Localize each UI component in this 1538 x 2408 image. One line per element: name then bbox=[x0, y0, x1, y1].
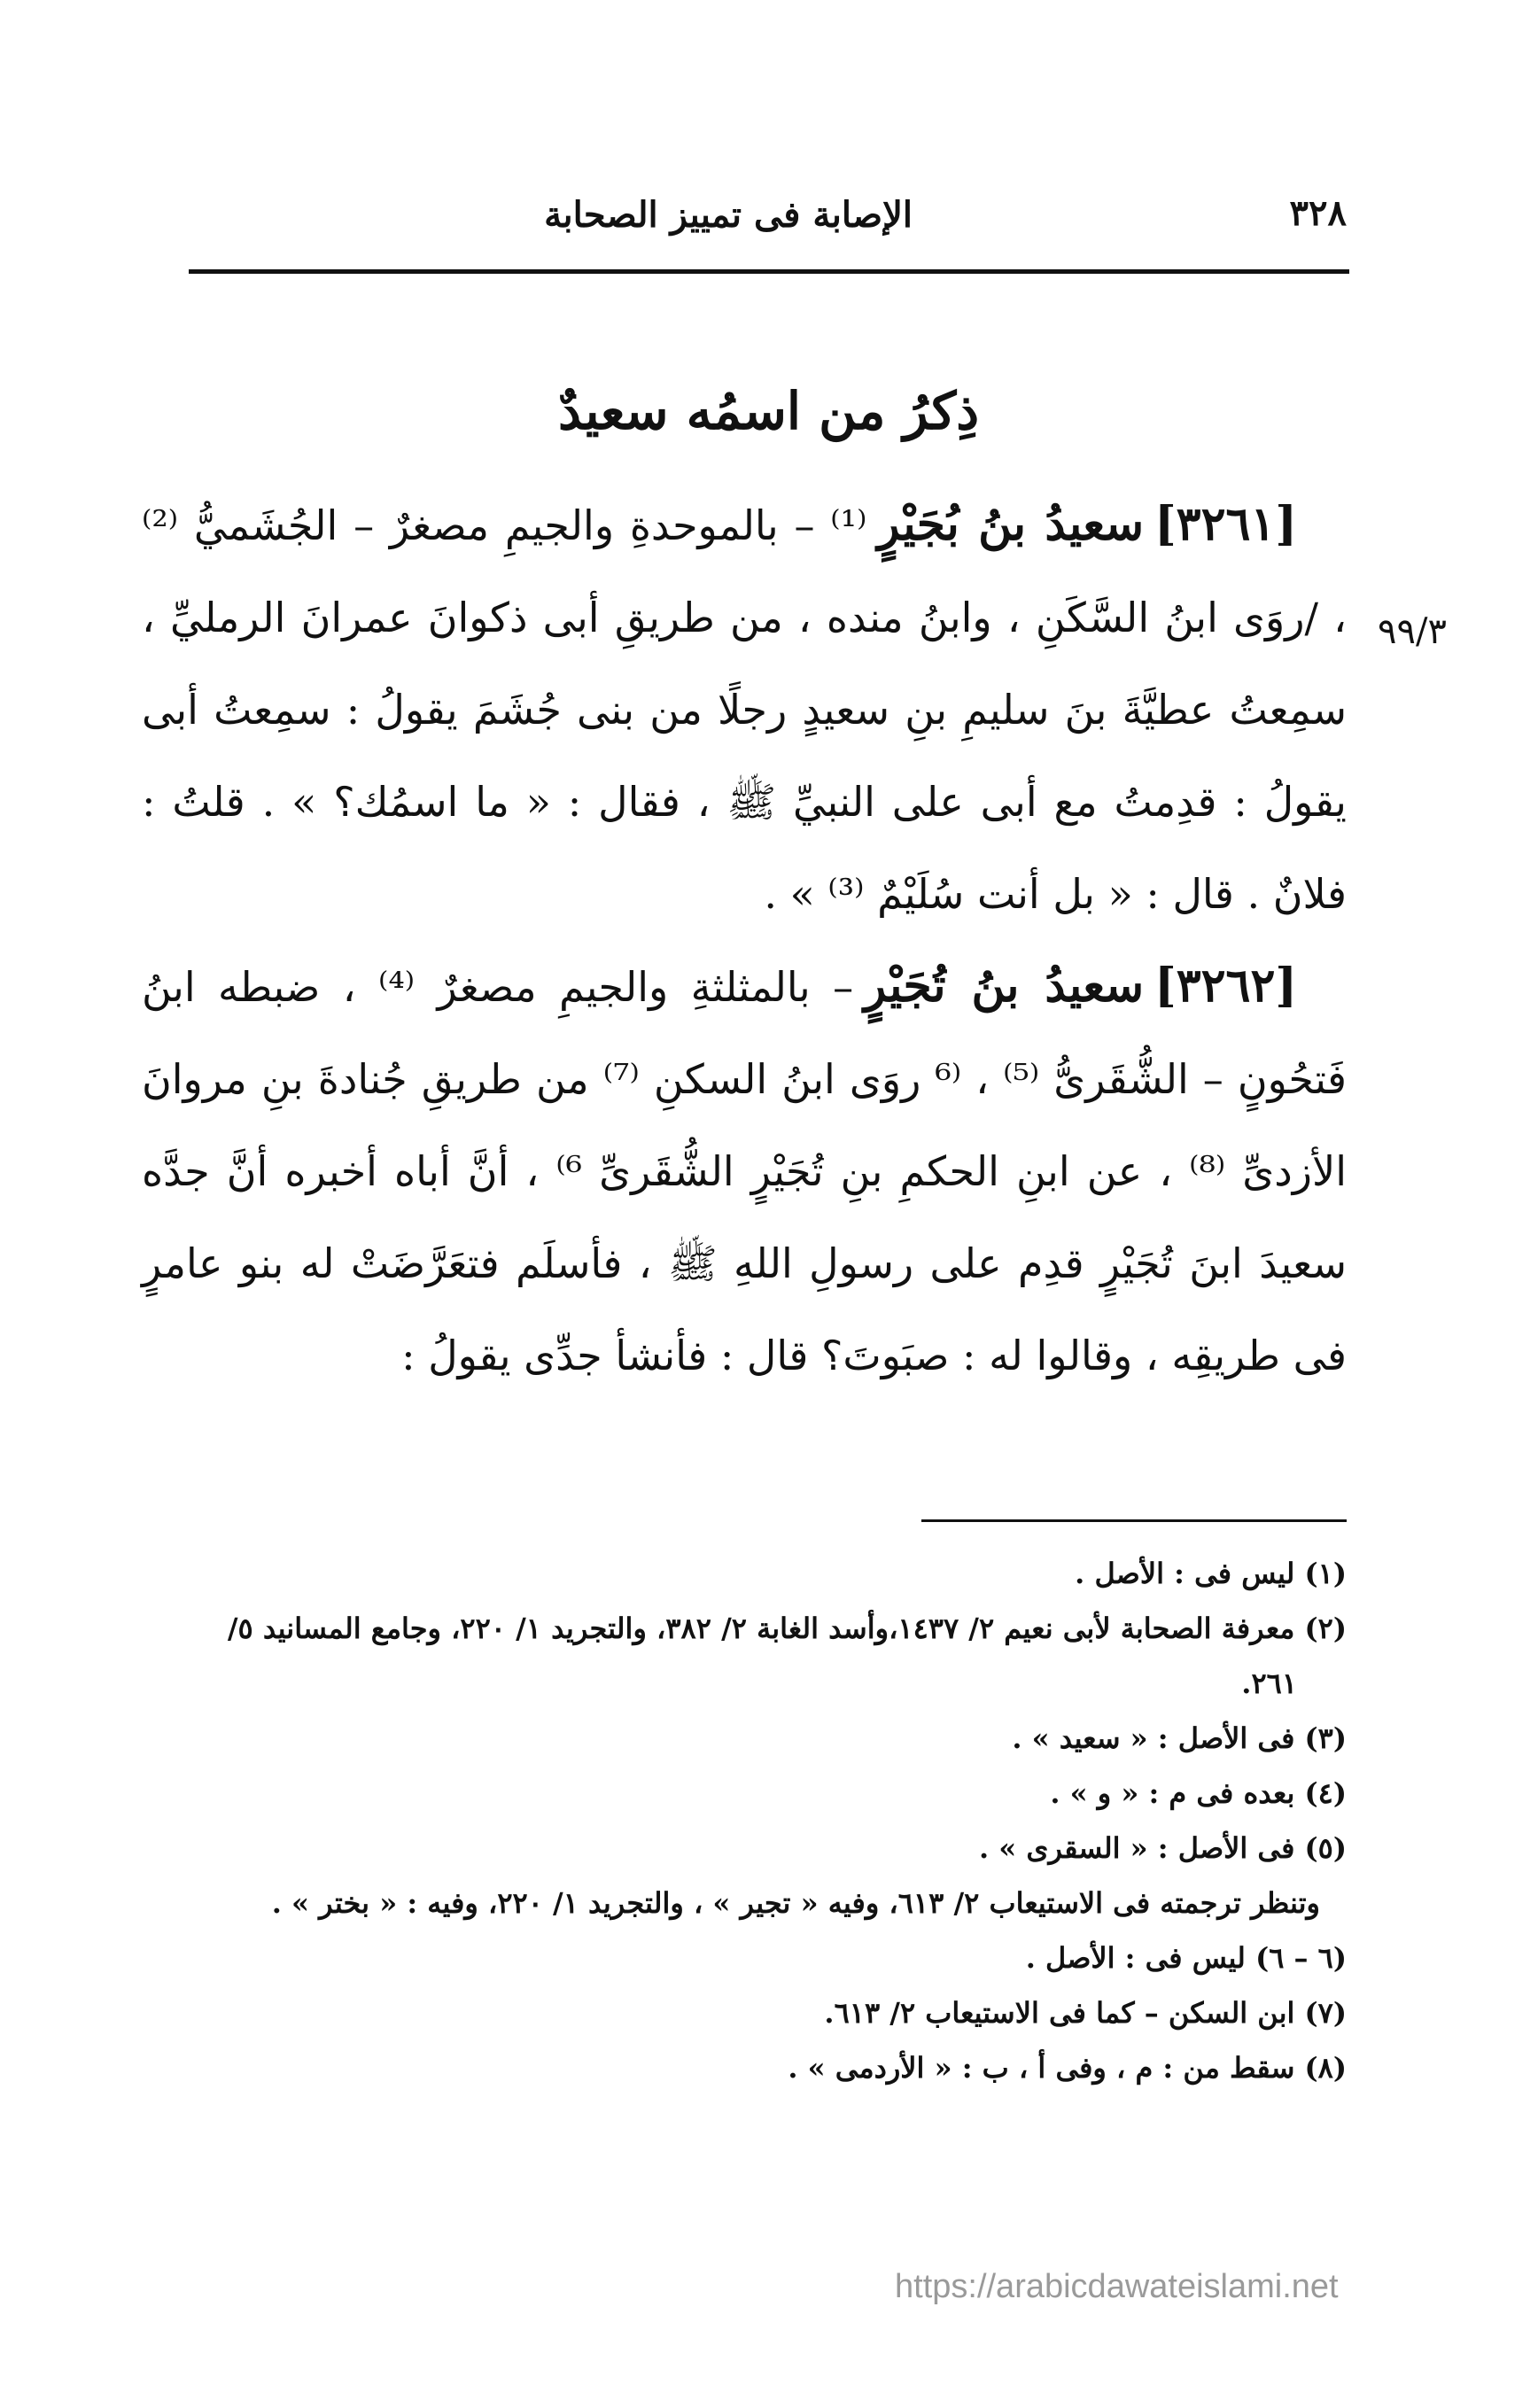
footnote: (٣) فى الأصل : « سعيد » . bbox=[1012, 1721, 1347, 1755]
footnote: (١) ليس فى : الأصل . bbox=[1075, 1557, 1347, 1590]
entry-text: ⁽¹⁾ – بالموحدةِ والجيمِ مصغرٌ – الجُشَميُّ ⁽²⁾ ، /روَى ابنُ السَّكَنِ ، وابنُ منده ، من طريقِ أبى ذكوانَ عمرانَ الرمليِّ ، سمِعتُ عطيَّةَ بنَ سليمِ بنِ سعيدٍ رجلًا من بنى جُشَمَ يقولُ : سمِعتُ أبى يقولُ : قدِمتُ مع أبى على النبيِّ ﷺ ، فقال : « ما اسمُك؟ » . قلتُ : فلانٌ . قال : « بل أنت سُلَيْمٌ ⁽³⁾ » . bbox=[142, 501, 1347, 918]
footnote: (٢) معرفة الصحابة لأبى نعيم ٢/ ١٤٣٧،وأسد الغابة ٢/ ٣٨٢، والتجريد ١/ ٢٢٠، وجامع المسانيد ٥/ bbox=[227, 1612, 1347, 1645]
entry-text: – بالمثلثةِ والجيمِ مصغرٌ ⁽⁴⁾ ، ضبطه ابنُ فَتحُونٍ – الشُّقَرىُّ ⁽⁵⁾ ، ⁽⁶ روَى ابنُ السكنِ ⁽⁷⁾ من طريقِ جُنادةَ بنِ مروانَ الأزدىِّ ⁽⁸⁾ ، عن ابنِ الحكمِ بنِ تُجَيْرٍ الشُّقَرىِّ ⁶⁾ ، أنَّ أباه أخبره أنَّ جدَّه سعيدَ ابنَ تُجَيْرٍ قدِم على رسولِ اللهِ ﷺ ، فأسلَم فتعَرَّضَتْ له بنو عامرٍ فى طريقِه ، وقالوا له : صبَوتَ؟ قال : فأنشأ جدِّى يقولُ : bbox=[142, 963, 1347, 1379]
header-rule bbox=[189, 269, 1349, 274]
footnote: (٨) سقط من : م ، وفى أ ، ب : « الأردمى » . bbox=[788, 2051, 1347, 2085]
entry-name: سعيدُ بنُ تُجَيْرٍ bbox=[864, 959, 1145, 1013]
footnote-note: وتنظر ترجمته فى الاستيعاب ٢/ ٦١٣، وفيه « تجير » ، والتجريد ١/ ٢٢٠، وفيه : « بختر » . bbox=[271, 1886, 1320, 1920]
section-title: ذِكرُ من اسمُه سعيدٌ bbox=[557, 381, 980, 441]
page-header bbox=[190, 182, 1347, 252]
page-number: ٣٢٨ bbox=[1289, 192, 1347, 234]
entry-paragraph bbox=[142, 940, 1347, 1402]
footnote: (٦ – ٦) ليس فى : الأصل . bbox=[1025, 1941, 1347, 1975]
footnote: (٧) ابن السكن – كما فى الاستيعاب ٢/ ٦١٣. bbox=[824, 1996, 1347, 2030]
footnote-rule bbox=[921, 1519, 1347, 1522]
margin-volume-note: ٩٩/٣ bbox=[1378, 611, 1447, 652]
watermark-url: https://arabicdawateislami.net bbox=[895, 2268, 1339, 2305]
entry-name: سعيدُ بنُ بُجَيْرٍ bbox=[877, 497, 1145, 551]
main-text bbox=[142, 478, 1347, 1402]
entry-number: [٣٢٦١] bbox=[1154, 497, 1297, 551]
entry-number: [٣٢٦٢] bbox=[1154, 959, 1298, 1013]
footnote-continuation: ٢٦١. bbox=[1241, 1666, 1297, 1700]
footnote: (٥) فى الأصل : « السقرى » . bbox=[979, 1831, 1347, 1865]
footnotes bbox=[124, 1546, 1347, 2095]
entry-paragraph bbox=[142, 478, 1347, 940]
running-title: الإصابة فى تمييز الصحابة bbox=[544, 194, 913, 236]
footnote: (٤) بعده فى م : « و » . bbox=[1050, 1776, 1347, 1810]
